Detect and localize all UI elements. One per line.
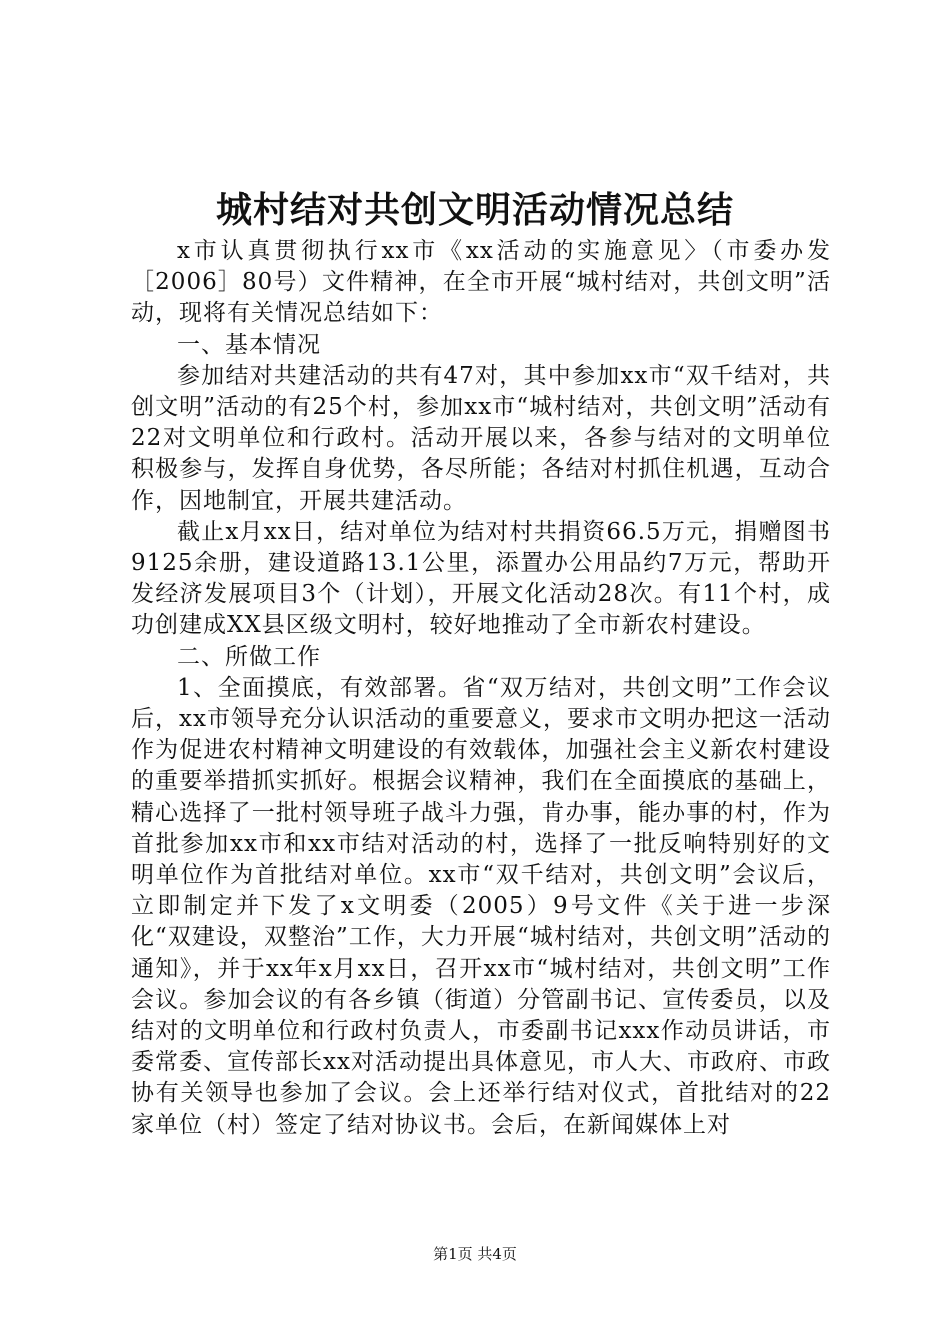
section-heading-work-done: 二、所做工作: [177, 643, 321, 670]
paragraph-donation-results: 截止x月xx日，结对单位为结对村共捐资66.5万元，捐赠图书9125余册，建设道路13.1公里，添置办公用品约7万元，帮助开发经济发展项目3个（计划），开展文化活动28次。有11个村，成功创建成XX县区级文明村，较好地推动了全市新农村建设。: [131, 518, 831, 639]
section-heading-basic-situation: 一、基本情况: [177, 331, 321, 358]
intro-paragraph: x市认真贯彻执行xx市《xx活动的实施意见〉（市委办发［2006］80号）文件精神，在全市开展“城村结对，共创文明”活动，现将有关情况总结如下：: [131, 238, 831, 327]
paragraph-survey-deployment: 1、全面摸底，有效部署。省“双万结对，共创文明”工作会议后，xx市领导充分认识活动的重要意义，要求市文明办把这一活动作为促进农村精神文明建设的有效载体，加强社会主义新农村建设的重要举措抓实抓好。根据会议精神，我们在全面摸底的基础上，精心选择了一批村领导班子战斗力强，肯办事，能办事的村，作为首批参加xx市和xx市结对活动的村，选择了一批反响特别好的文明单位作为首批结对单位。xx市“双千结对，共创文明”会议后，立即制定并下发了x文明委（2005）9号文件《关于进一步深化“双建设，双整治”工作，大力开展“城村结对，共创文明”活动的通知》，并于xx年x月xx日，召开xx市“城村结对，共创文明”工作会议。参加会议的有各乡镇（街道）分管副书记、宣传委员，以及结对的文明单位和行政村负责人，市委副书记xxx作动员讲话，市委常委、宣传部长xx对活动提出具体意见，市人大、市政府、市政协有关领导也参加了会议。会上还举行结对仪式，首批结对的22家单位（村）签定了结对协议书。会后，在新闻媒体上对: [131, 674, 831, 1138]
paragraph-pairing-statistics: 参加结对共建活动的共有47对，其中参加xx市“双千结对，共创文明”活动的有25个村，参加xx市“城村结对，共创文明”活动有22对文明单位和行政村。活动开展以来，各参与结对的文明单位积极参与，发挥自身优势，各尽所能；各结对村抓住机遇，互动合作，因地制宜，开展共建活动。: [131, 362, 831, 514]
document-body: [131, 236, 831, 1141]
page-number-footer: 第1页 共4页: [433, 1245, 517, 1263]
document-title: 城村结对共创文明活动情况总结: [215, 189, 734, 231]
